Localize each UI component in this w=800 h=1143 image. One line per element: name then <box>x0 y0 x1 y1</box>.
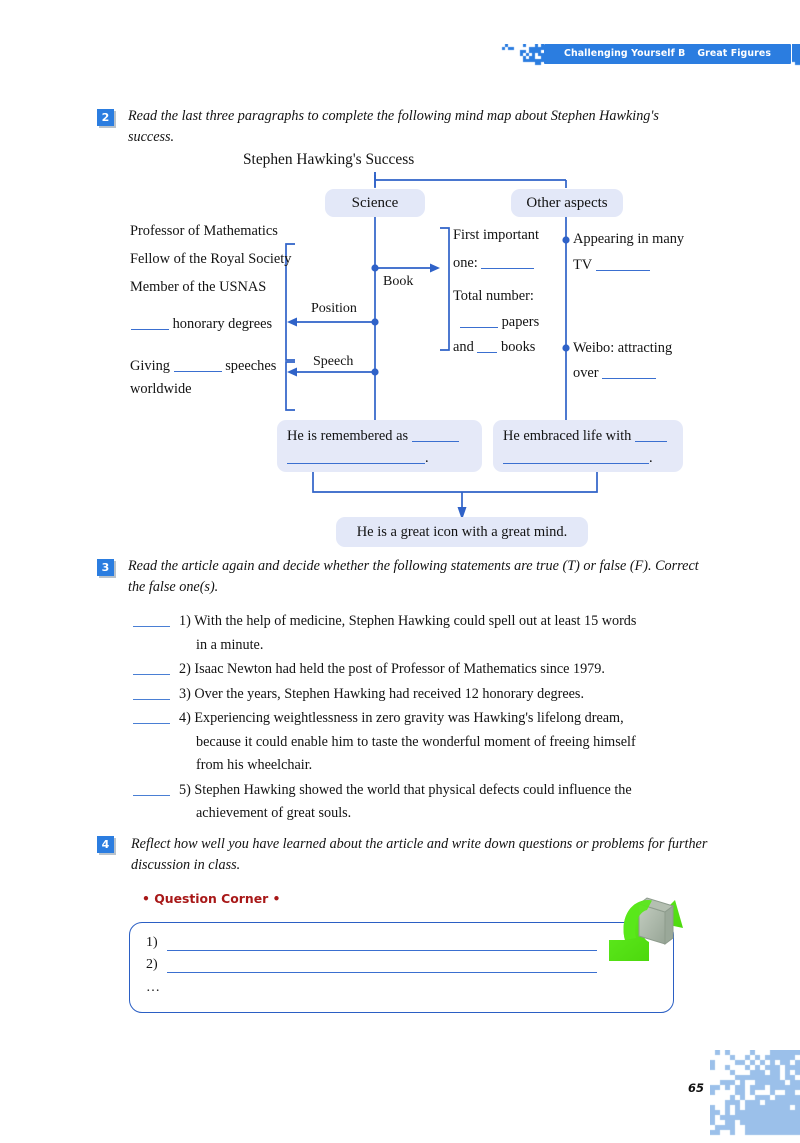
mindmap-weibo-line2: over <box>573 364 656 382</box>
blank-honorary-count[interactable] <box>131 316 169 330</box>
blank-remembered-as-2[interactable] <box>287 450 425 464</box>
question-line-label-2: 2) <box>146 957 158 972</box>
blank-embraced-life-1[interactable] <box>635 428 667 442</box>
statement-number: 3) <box>179 685 195 702</box>
decorative-checker-footer <box>710 1050 800 1143</box>
green-arrow-icon <box>595 886 690 986</box>
statement-text <box>179 658 709 682</box>
mindmap-book-papers: papers <box>460 313 539 331</box>
node-dot-book <box>371 264 378 271</box>
mindmap-branch-science: Science <box>325 189 425 217</box>
header-chapter-label: Challenging Yourself B <box>563 48 686 59</box>
arrowhead-speech <box>287 368 297 377</box>
exercise-instruction-3: Read the article again and decide whether the following statements are true (T) or false (F). Correct the false one(s). <box>128 558 699 595</box>
mind-map <box>110 150 710 550</box>
mindmap-book-total-label: Total number: <box>453 288 534 304</box>
node-dot-weibo <box>562 344 569 351</box>
decorative-checker-left <box>496 44 544 66</box>
statement-text <box>196 634 726 658</box>
statement-answer-blank[interactable] <box>133 723 170 724</box>
node-dot-speech <box>371 368 378 375</box>
mindmap-speech-item-line2: worldwide <box>130 381 192 397</box>
exercise-number-3: 3 <box>97 559 114 576</box>
mindmap-conclusion-left: He is remembered as . <box>277 420 482 472</box>
decorative-checker-right <box>792 44 800 66</box>
mindmap-tv-line1: Appearing in many <box>573 231 685 247</box>
statement-text <box>179 610 709 634</box>
blank-remembered-as-1[interactable] <box>412 428 459 442</box>
question-line-label-1: 1) <box>146 935 158 950</box>
question-corner-box <box>129 922 674 1013</box>
statement-number: 5) <box>179 781 195 798</box>
blank-books-count[interactable] <box>477 339 497 353</box>
page-number: 65 <box>688 1081 705 1095</box>
statement-text <box>179 707 709 731</box>
statement-number: 1) <box>179 613 195 629</box>
mindmap-tv-line2: TV <box>573 256 650 274</box>
node-dot-position <box>371 318 378 325</box>
mindmap-link-book: Book <box>383 274 414 289</box>
mindmap-title: Stephen Hawking's Success <box>243 151 415 168</box>
mindmap-book-first-value: one: <box>453 254 534 272</box>
question-write-line-2[interactable] <box>167 972 597 973</box>
statement-text <box>196 731 726 755</box>
question-write-line-1[interactable] <box>167 950 597 951</box>
mindmap-speech-item-line1: Giving speeches <box>130 358 277 374</box>
question-line-label-ellipsis: … <box>146 980 160 995</box>
statement-text <box>179 683 709 707</box>
blank-speech-count[interactable] <box>174 358 222 372</box>
statement-number: 2) <box>179 661 195 677</box>
mindmap-branch-other-aspects: Other aspects <box>511 189 623 217</box>
statement-line: With the help of medicine, Stephen Hawking could spell out at least 15 words <box>194 613 637 629</box>
blank-embraced-life-2[interactable] <box>503 450 649 464</box>
header-unit-label: Great Figures <box>697 48 772 59</box>
exercise-number-2: 2 <box>97 109 114 126</box>
statement-line: from his wheelchair. <box>196 757 313 773</box>
exercise-instruction-4: Reflect how well you have learned about the article and write down questions or problems for further discussion in class. <box>131 836 708 873</box>
arrowhead-book <box>430 264 440 273</box>
mindmap-position-item-2: Fellow of the Royal Society <box>130 251 292 267</box>
statement-answer-blank[interactable] <box>133 795 170 796</box>
statement-text <box>196 754 726 778</box>
statement-text <box>196 802 726 826</box>
statement-line: Experiencing weightlessness in zero gravity was Hawking's lifelong dream, <box>194 710 624 726</box>
statement-line: Isaac Newton had held the post of Professor of Mathematics since 1979. <box>194 661 605 677</box>
statement-answer-blank[interactable] <box>133 626 170 627</box>
statement-line: in a minute. <box>196 636 264 653</box>
statement-answer-blank[interactable] <box>133 699 170 700</box>
mindmap-final-statement: He is a great icon with a great mind. <box>336 517 588 547</box>
statement-answer-blank[interactable] <box>133 674 170 675</box>
statement-line: Over the years, Stephen Hawking had received 12 honorary degrees. <box>194 685 584 702</box>
exercise-number-4: 4 <box>97 836 114 853</box>
mindmap-book-books: and books <box>453 339 536 355</box>
statement-text <box>179 779 709 803</box>
mindmap-conclusion-right: He embraced life with . <box>493 420 683 472</box>
mindmap-position-item-1: Professor of Mathematics <box>130 223 278 239</box>
node-dot-tv <box>562 236 569 243</box>
arrowhead-position <box>287 318 297 327</box>
mindmap-book-first-label: First important <box>453 227 539 243</box>
question-corner-title: • Question Corner • <box>142 891 281 906</box>
blank-first-important-one[interactable] <box>481 255 534 269</box>
statement-number: 4) <box>179 710 195 726</box>
statement-line: because it could enable him to taste the wonderful moment of freeing himself <box>196 733 636 750</box>
statement-line: achievement of great souls. <box>196 805 352 821</box>
mindmap-link-speech: Speech <box>313 354 354 369</box>
blank-weibo-followers[interactable] <box>602 365 656 379</box>
mindmap-position-item-3: Member of the USNAS <box>130 279 267 295</box>
statement-line: Stephen Hawking showed the world that physical defects could influence the <box>194 781 632 798</box>
header-banner <box>496 44 800 66</box>
header-label <box>544 44 791 64</box>
blank-tv-programs[interactable] <box>596 257 650 271</box>
exercise-instruction-2: Read the last three paragraphs to complete the following mind map about Stephen Hawking's success. <box>128 108 659 145</box>
blank-papers-count[interactable] <box>460 314 498 328</box>
mindmap-link-position: Position <box>311 301 357 316</box>
mindmap-weibo-line1: Weibo: attracting <box>573 340 673 356</box>
mindmap-position-item-4: honorary degrees <box>131 315 272 333</box>
